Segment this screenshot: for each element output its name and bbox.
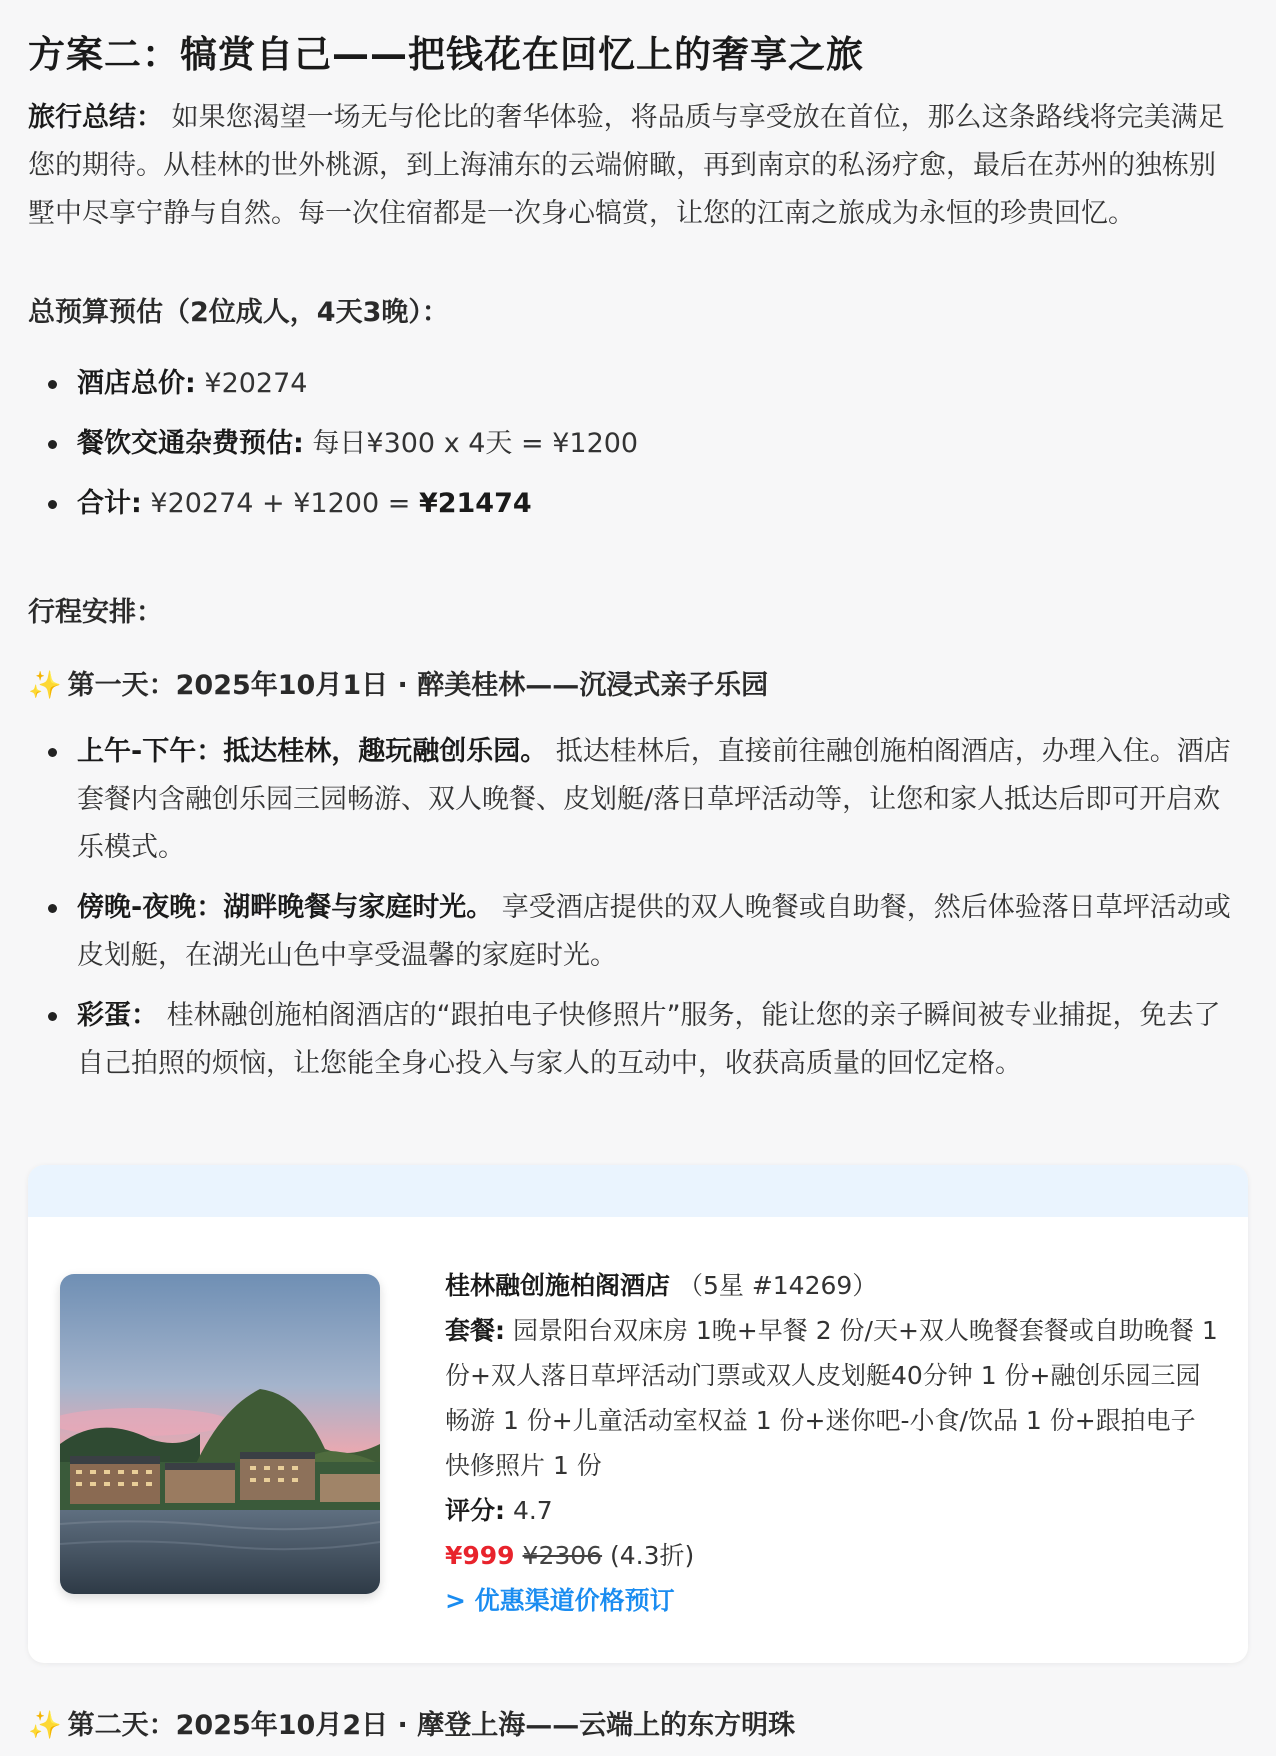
day1-plan-list — [48, 728, 1238, 1100]
price-old: ¥2306 — [522, 1541, 603, 1570]
sparkle-icon: ✨ — [28, 670, 62, 701]
hotel-package — [445, 1308, 1220, 1488]
plan-item-text: 桂林融创施柏阁酒店的“跟拍电子快修照片”服务，能让您的亲子瞬间被专业捕捉，免去了自己拍照的烦恼，让您能全身心投入与家人的互动中，收获高质量的回忆定格。 — [77, 1000, 1221, 1079]
package-text: 园景阳台双床房 1晚+早餐 2 份/天+双人晚餐套餐或自助晚餐 1 份+双人落日草坪活动门票或双人皮划艇40分钟 1 份+融创乐园三园畅游 1 份+儿童活动室权益 1 份+迷你吧-小食/饮品 1 份+跟拍电子快修照片 1 份 — [445, 1316, 1218, 1480]
summary-label: 旅行总结： — [28, 102, 163, 133]
card-header-band — [28, 1165, 1248, 1217]
page-title: 方案二：犒赏自己——把钱花在回忆上的奢享之旅 — [28, 33, 864, 76]
plan-item-label: 彩蛋： — [77, 1000, 158, 1031]
hotel-photo-illustration — [60, 1274, 380, 1594]
budget-item-label: 合计: — [77, 488, 142, 519]
hotel-rating — [445, 1488, 1220, 1533]
hotel-price — [445, 1533, 1220, 1578]
price-discount: (4.3折) — [602, 1541, 695, 1570]
plan-item-label: 上午-下午：抵达桂林，趣玩融创乐园。 — [77, 736, 548, 767]
hotel-info — [445, 1263, 1220, 1623]
day1-title-text: 第一天：2025年10月1日 · 醉美桂林——沉浸式亲子乐园 — [67, 670, 769, 701]
rating-label: 评分: — [445, 1496, 505, 1525]
budget-item-value: ¥20274 — [195, 368, 308, 399]
day2-title — [28, 1703, 795, 1742]
booking-link-line — [445, 1578, 1220, 1623]
hotel-meta: （5星 #14269） — [670, 1271, 878, 1300]
package-label: 套餐: — [445, 1316, 505, 1345]
budget-total-value: ¥21474 — [418, 488, 532, 519]
summary-text: 如果您渴望一场无与伦比的奢华体验，将品质与享受放在首位，那么这条路线将完美满足您的期待。从桂林的世外桃源，到上海浦东的云端俯瞰，再到南京的私汤疗愈，最后在苏州的独栋别墅中尽享宁静与自然。每一次住宿都是一次身心犒赏，让您的江南之旅成为永恒的珍贵回忆。 — [28, 102, 1225, 229]
hotel-card[interactable] — [28, 1165, 1248, 1663]
list-item — [48, 992, 1238, 1088]
hotel-name-line — [445, 1263, 1220, 1308]
budget-item-value: 每日¥300 x 4天 = ¥1200 — [303, 428, 639, 459]
day1-title — [28, 663, 768, 702]
budget-item-value: ¥20274 + ¥1200 = — [141, 488, 419, 519]
itinerary-heading: 行程安排： — [28, 597, 163, 628]
budget-item-label: 酒店总价: — [77, 368, 196, 399]
price-now: ¥999 — [445, 1541, 515, 1570]
booking-link[interactable]: > 优惠渠道价格预订 — [445, 1586, 675, 1615]
budget-item-total — [48, 474, 1238, 534]
rating-value: 4.7 — [505, 1496, 553, 1525]
hotel-photo[interactable] — [60, 1274, 380, 1594]
plan-item-label: 傍晚-夜晚：湖畔晚餐与家庭时光。 — [77, 892, 494, 923]
plan-item-text: 享受酒店提供的双人晚餐或自助餐，然后体验落日草坪活动或皮划艇，在湖光山色中享受温馨的家庭时光。 — [77, 892, 1231, 971]
sparkle-icon: ✨ — [28, 1710, 62, 1741]
summary-paragraph — [28, 94, 1238, 238]
hotel-name[interactable]: 桂林融创施柏阁酒店 — [445, 1271, 671, 1300]
list-item — [48, 884, 1238, 980]
day2-title-text: 第二天：2025年10月2日 · 摩登上海——云端上的东方明珠 — [67, 1710, 796, 1741]
budget-item-hotel — [48, 354, 307, 414]
budget-heading: 总预算预估（2位成人，4天3晚）： — [28, 297, 449, 328]
plan-item-text: 抵达桂林后，直接前往融创施柏阁酒店，办理入住。酒店套餐内含融创乐园三园畅游、双人晚餐、皮划艇/落日草坪活动等，让您和家人抵达后即可开启欢乐模式。 — [77, 736, 1231, 863]
list-item — [48, 728, 1238, 872]
budget-item-label: 餐饮交通杂费预估: — [77, 428, 304, 459]
budget-item-misc — [48, 414, 1238, 474]
